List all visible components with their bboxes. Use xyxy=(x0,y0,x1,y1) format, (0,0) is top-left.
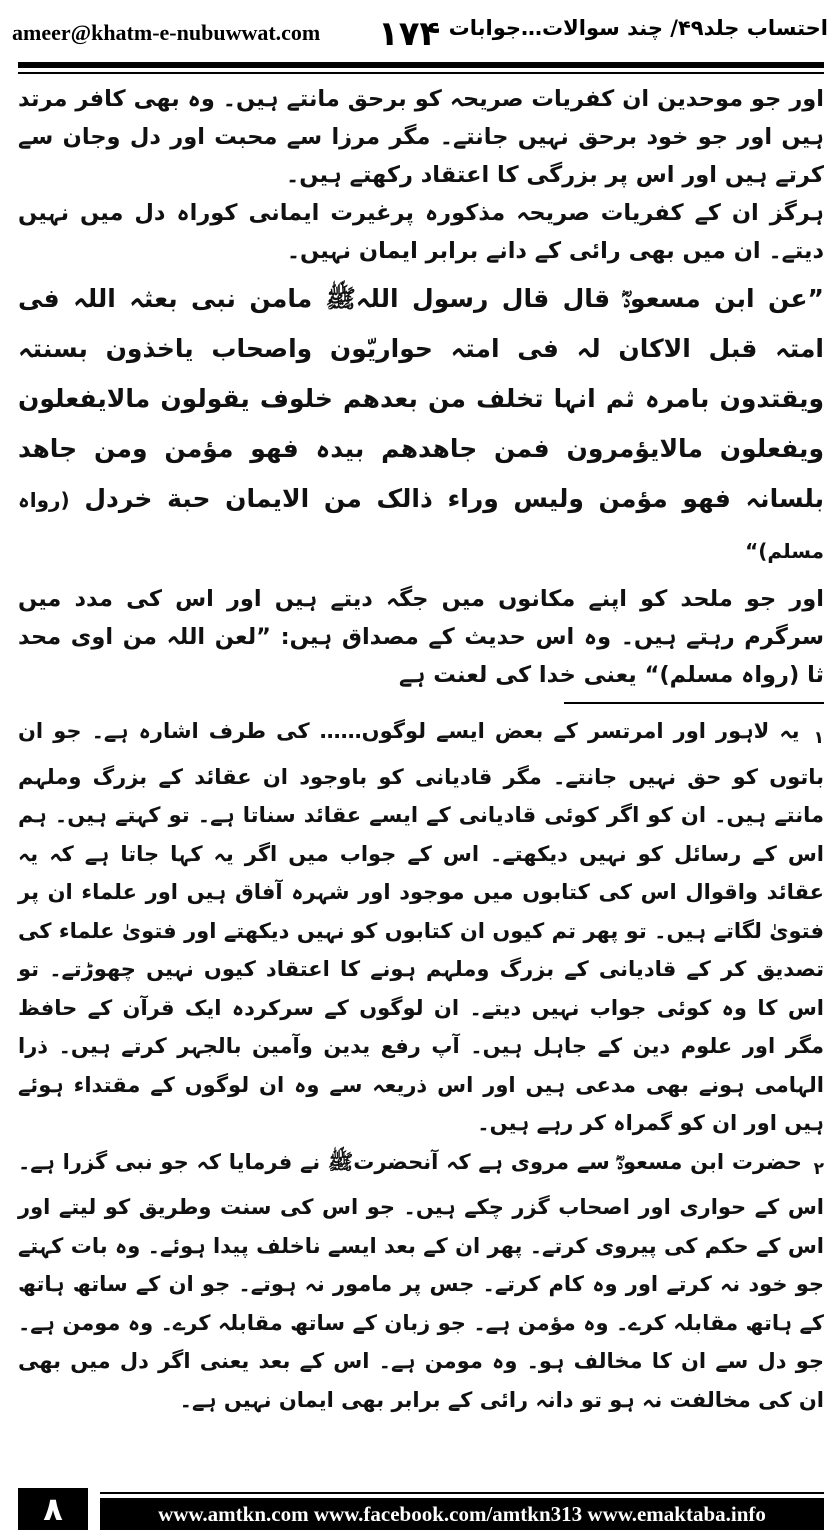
footnote-1-number: ۱ xyxy=(813,728,825,749)
page-header xyxy=(0,0,840,60)
paragraph-1: اور جو موحدین ان کفریات صریحہ کو برحق مانتے ہیں۔ وہ بھی کافر مرتد ہیں اور جو خود برحق نہیں جانتے۔ مگر مرزا سے محبت اور دل وجان سے کرتے ہیں اور اس پر بزرگی کا اعتقاد رکھتے ہیں۔ xyxy=(18,86,824,188)
header-rule-thin xyxy=(18,72,824,74)
page-footer xyxy=(0,1488,840,1540)
footnote-2-number: ۲ xyxy=(813,1158,824,1179)
header-email: ameer@khatm-e-nubuwwat.com xyxy=(12,20,321,45)
footer-links[interactable]: www.amtkn.com www.facebook.com/amtkn313 www.emaktaba.info xyxy=(100,1498,824,1530)
footnote-separator xyxy=(564,702,824,704)
footer-page-number: ۸ xyxy=(18,1488,88,1530)
paragraph-2: ہرگز ان کے کفریات صریحہ مذکورہ پرغیرت ایمانی کوراہ دل میں نہیں دیتے۔ ان میں بھی رائی کے دانے برابر ایمان نہیں۔ xyxy=(18,200,824,264)
footnote-2-text: حضرت ابن مسعودؓ سے مروی ہے کہ آنحضرتﷺ نے فرمایا کہ جو نبی گزرا ہے۔ اس کے حواری اور اصحاب گزر چکے ہیں۔ جو اس کی سنت وطریق کو لیتے اور اس کے حکم کی پیروی کرتے۔ پھر ان کے بعد ایسے ناخلف پیدا ہوئے۔ وہ بات کہتے جو خود نہ کرتے اور وہ کام کرتے۔ جس پر مامور نہ ہوتے۔ جو ان کے ساتھ ہاتھ کے ہاتھ مقابلہ کرے۔ وہ مؤمن ہے۔ جو زبان کے ساتھ مقابلہ کرے۔ وہ مومن ہے۔ جو دل سے ان کا مخالف ہو۔ وہ مومن ہے۔ اس کے بعد یعنی اگر دل میں بھی ان کی مخالفت نہ ہو تو دانہ رائی کے برابر بھی ایمان نہیں ہے۔ xyxy=(18,1149,824,1412)
hadith-text: ”عن ابن مسعودؓ قال قال رسول اللہﷺ مامن نبی بعثہ اللہ فی امتہ قبل الاکان لہ فی امتہ حواریّون واصحاب یاخذون بسنتہ ویقتدون بامرہ ثم انہا تخلف من بعدھم خلوف یقولون مالایفعلون ویفعلون مالایؤمرون فمن جاھدھم بیدہ فھو مؤمن ومن جاھد بلسانہ فھو مؤمن ولیس وراء ذالک من الایمان حبة خردل xyxy=(18,284,824,513)
footer-rule xyxy=(100,1492,824,1494)
page-body xyxy=(18,80,824,1419)
paragraph-after-hadith: اور جو ملحد کو اپنے مکانوں میں جگہ دیتے ہیں اور اس کی مدد میں سرگرم رہتے ہیں۔ وہ اس حدیث کے مصداق ہیں: ”لعن اللہ من اوی محد ثا (رواہ مسلم)“ یعنی خدا کی لعنت ہے xyxy=(18,586,824,688)
footnote-1 xyxy=(18,712,824,1143)
hadith-block xyxy=(18,274,824,576)
hadith-reference: (رواہ مسلم)“ xyxy=(18,488,824,563)
header-rule-thick xyxy=(18,62,824,68)
header-page-number: ۱۷۴ xyxy=(378,14,441,54)
footnote-1-text: یہ لاہور اور امرتسر کے بعض ایسے لوگوں…… کی طرف اشارہ ہے۔ جو ان باتوں کو حق نہیں جانتے۔ مگر قادیانی کو باوجود ان عقائد کے بزرگ وملہم مانتے ہیں۔ ان کو اگر کوئی قادیانی کے ایسے عقائد سناتا ہے۔ تو کہتے ہیں۔ ہم اس کے رسائل کو نہیں دیکھتے۔ اس کے جواب میں اگر یہ کہا جاتا ہے کہ یہ عقائد واقوال اس کی کتابوں میں موجود اور شہرہ آفاق ہیں اور علماء ان پر فتویٰ لگاتے ہیں۔ تو پھر تم کیوں ان کتابوں کو نہیں دیکھتے اور فتویٰ علماء کی تصدیق کر کے قادیانی کے بزرگ وملہم ہونے کا اعتقاد کیوں نہیں چھوڑتے۔ تو اس کا وہ کوئی جواب نہیں دیتے۔ ان لوگوں کے سرکردہ ایک قرآن کے حافظ مگر اور علوم دین کے جاہل ہیں۔ آپ رفع یدین وآمین بالجہر کرتے ہیں۔ ذرا الہامی ہونے بھی مدعی ہیں اور اس ذریعہ سے وہ ان لوگوں کے مقتداء ہوئے ہیں اور ان کو گمراہ کر رہے ہیں۔ xyxy=(18,719,824,1136)
header-title: احتساب جلد۴۹/ چند سوالات…جوابات xyxy=(448,16,828,40)
footnote-2 xyxy=(18,1143,824,1420)
